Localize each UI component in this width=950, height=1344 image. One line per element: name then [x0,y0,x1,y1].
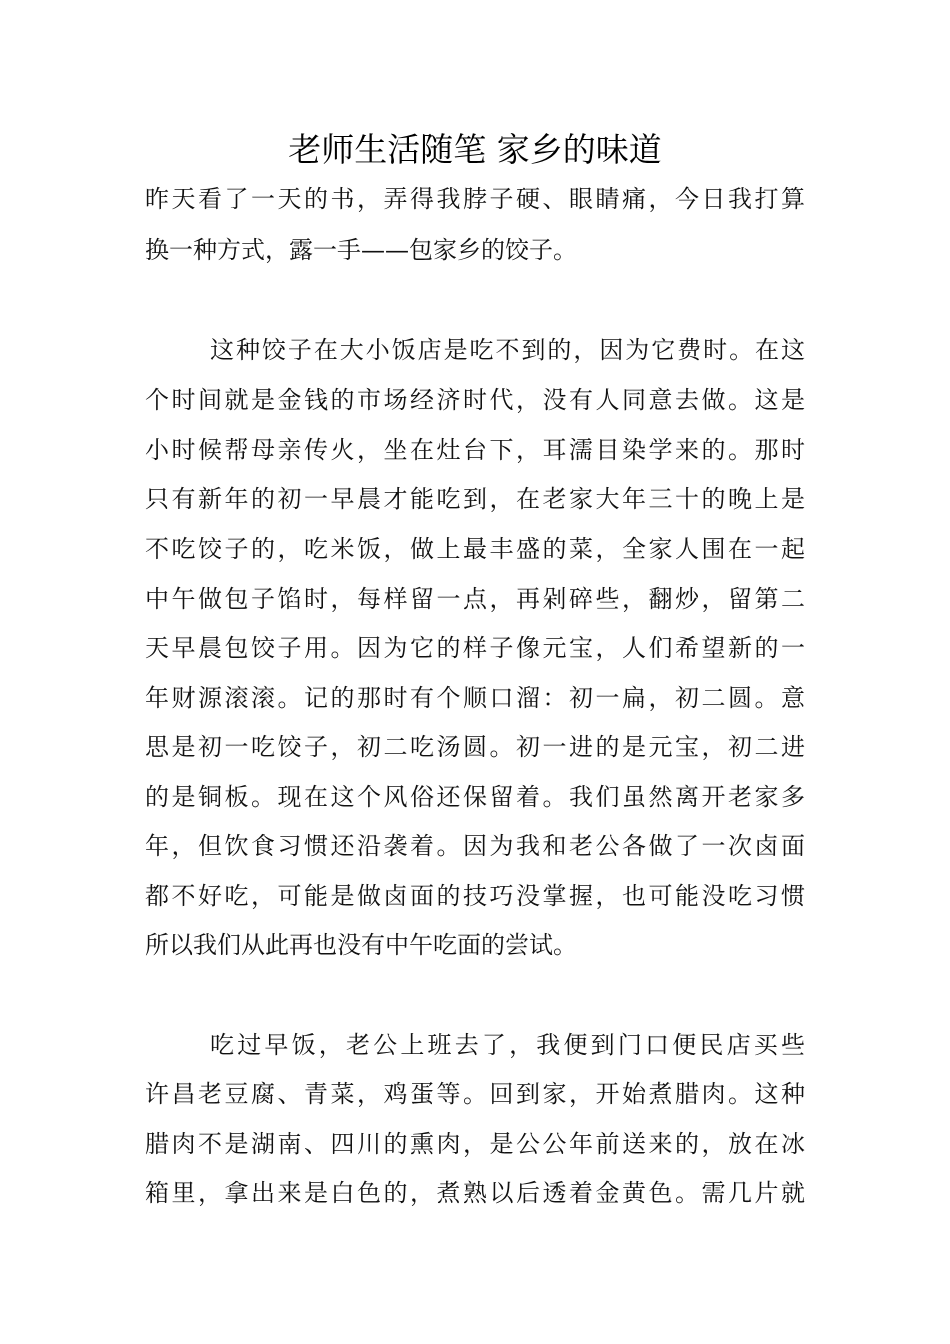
paragraph-line: 只有新年的初一早晨才能吃到，在老家大年三十的晚上是 [145,485,805,513]
paragraph-line: 思是初一吃饺子，初二吃汤圆。初一进的是元宝，初二进 [145,733,805,761]
paragraph-line: 个时间就是金钱的市场经济时代，没有人同意去做。这是 [145,386,805,414]
paragraph-line: 吃过早饭，老公上班去了，我便到门口便民店买些 [210,1031,805,1059]
paragraph-line: 小时候帮母亲传火，坐在灶台下，耳濡目染学来的。那时 [145,436,805,464]
paragraph-line: 箱里，拿出来是白色的，煮熟以后透着金黄色。需几片就 [145,1179,805,1207]
document-title: 老师生活随笔 家乡的味道 [288,130,662,169]
paragraph-line: 的是铜板。现在这个风俗还保留着。我们虽然离开老家多 [145,783,805,811]
paragraph-line: 昨天看了一天的书，弄得我脖子硬、眼睛痛，今日我打算 [145,185,805,213]
paragraph-line: 腊肉不是湖南、四川的熏肉，是公公年前送来的，放在冰 [145,1130,805,1158]
paragraph-line: 不吃饺子的，吃米饭，做上最丰盛的菜，全家人围在一起 [145,535,805,563]
paragraph-line: 年财源滚滚。记的那时有个顺口溜：初一扁，初二圆。意 [145,684,805,712]
paragraph-line: 年，但饮食习惯还沿袭着。因为我和老公各做了一次卤面 [145,832,805,860]
paragraph-line: 所以我们从此再也没有中午吃面的尝试。 [145,931,577,959]
paragraph-line: 都不好吃，可能是做卤面的技巧没掌握，也可能没吃习惯 [145,882,805,910]
paragraph-line: 天早晨包饺子用。因为它的样子像元宝，人们希望新的一 [145,634,805,662]
paragraph-line: 许昌老豆腐、青菜，鸡蛋等。回到家，开始煮腊肉。这种 [145,1080,805,1108]
paragraph-line: 中午做包子馅时，每样留一点，再剁碎些，翻炒，留第二 [145,585,805,613]
paragraph-line: 这种饺子在大小饭店是吃不到的，因为它费时。在这 [210,336,805,364]
paragraph-line: 换一种方式，露一手——包家乡的饺子。 [145,236,577,264]
